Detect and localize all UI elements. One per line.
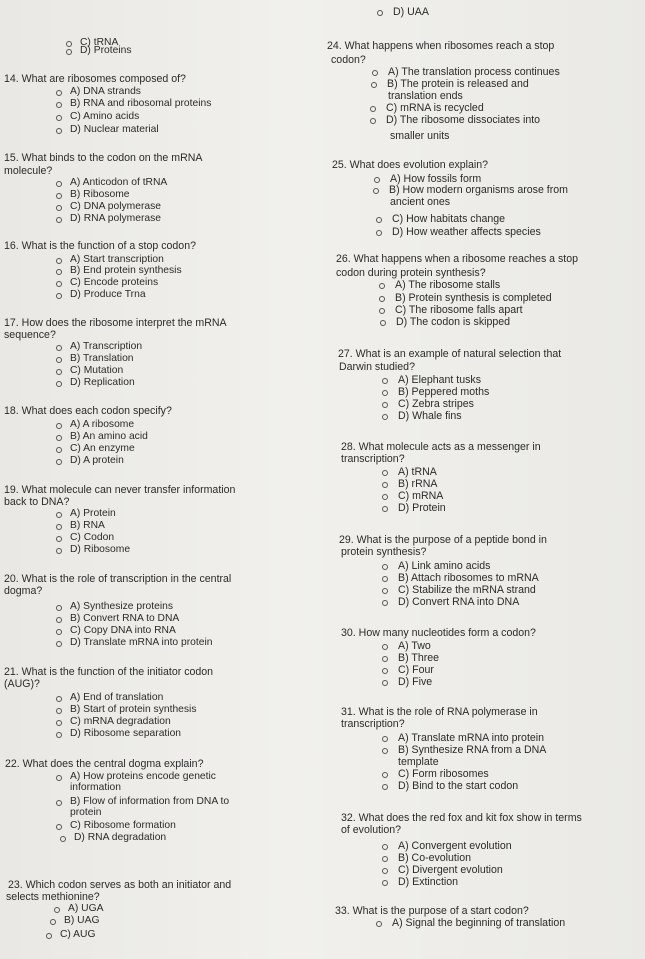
radio-bullet-icon[interactable] [66, 41, 72, 47]
answer-option: B) RNA [70, 520, 105, 531]
radio-bullet-icon[interactable] [56, 617, 62, 623]
answer-option: A) Translate mRNA into protein [398, 732, 545, 744]
answer-option-continued: protein [70, 807, 102, 818]
answer-option: D) Translate mRNA into protein [70, 637, 213, 648]
radio-bullet-icon[interactable] [56, 217, 62, 223]
answer-option: D) Nuclear material [70, 124, 159, 135]
answer-option: D) The codon is skipped [396, 316, 511, 328]
answer-option-continued: translation ends [388, 90, 463, 102]
radio-bullet-icon[interactable] [56, 708, 62, 714]
answer-option: D) Protein [398, 502, 446, 514]
answer-option: B) UAG [64, 915, 100, 926]
question-text: 31. What is the role of RNA polymerase in [341, 706, 538, 718]
radio-bullet-icon[interactable] [373, 188, 379, 194]
question-text-continued: codon during protein synthesis? [336, 267, 486, 279]
radio-bullet-icon[interactable] [371, 82, 377, 88]
radio-bullet-icon[interactable] [56, 345, 62, 351]
radio-bullet-icon[interactable] [56, 775, 62, 781]
radio-bullet-icon[interactable] [379, 283, 385, 289]
radio-bullet-icon[interactable] [382, 494, 388, 500]
answer-option: B) Start of protein synthesis [70, 704, 197, 715]
question-text: 23. Which codon serves as both an initiator and [8, 879, 232, 891]
radio-bullet-icon[interactable] [382, 402, 388, 408]
answer-option: A) Signal the beginning of translation [392, 917, 566, 929]
question-text-continued: selects methionine? [6, 891, 100, 903]
radio-bullet-icon[interactable] [56, 381, 62, 387]
radio-bullet-icon[interactable] [60, 836, 66, 842]
answer-option: D) How weather affects species [392, 226, 541, 238]
radio-bullet-icon[interactable] [382, 668, 388, 674]
answer-option: A) Anticodon of tRNA [70, 177, 168, 188]
radio-bullet-icon[interactable] [382, 644, 388, 650]
question-text: 27. What is an example of natural selection that [338, 348, 562, 360]
answer-option: C) Codon [70, 532, 115, 543]
radio-bullet-icon[interactable] [56, 128, 62, 134]
answer-option: A) tRNA [398, 466, 437, 478]
answer-option: A) Transcription [70, 341, 143, 352]
question-text-continued: (AUG)? [4, 678, 40, 690]
radio-bullet-icon[interactable] [56, 512, 62, 518]
question-text: 30. How many nucleotides form a codon? [341, 627, 536, 639]
answer-option: B) Ribosome [70, 189, 130, 200]
answer-option: A) Convergent evolution [398, 840, 512, 852]
radio-bullet-icon[interactable] [56, 102, 62, 108]
answer-option: A) Link amino acids [398, 560, 491, 572]
question-text: 14. What are ribosomes composed of? [4, 73, 186, 85]
radio-bullet-icon[interactable] [377, 10, 383, 16]
answer-option: D) Bind to the start codon [398, 780, 519, 792]
answer-option: D) Convert RNA into DNA [398, 596, 520, 608]
answer-option: B) Flow of information from DNA to [70, 796, 230, 807]
radio-bullet-icon[interactable] [370, 118, 376, 124]
answer-option: B) Co-evolution [398, 852, 472, 864]
answer-option: C) Divergent evolution [398, 864, 503, 876]
radio-bullet-icon[interactable] [54, 907, 60, 913]
answer-option-continued: ancient ones [390, 196, 451, 208]
radio-bullet-icon[interactable] [56, 524, 62, 530]
radio-bullet-icon[interactable] [56, 258, 62, 264]
answer-option: C) Four [398, 664, 434, 676]
answer-option: C) DNA polymerase [70, 201, 161, 212]
radio-bullet-icon[interactable] [56, 824, 62, 830]
radio-bullet-icon[interactable] [382, 772, 388, 778]
question-text-continued: sequence? [4, 329, 56, 341]
radio-bullet-icon[interactable] [56, 293, 62, 299]
answer-option: A) Elephant tusks [398, 374, 482, 386]
radio-bullet-icon[interactable] [56, 732, 62, 738]
question-text-continued: transcription? [341, 718, 405, 730]
answer-option: D) RNA polymerase [70, 213, 161, 224]
answer-option: D) Five [398, 676, 433, 688]
radio-bullet-icon[interactable] [379, 296, 385, 302]
answer-option: A) Synthesize proteins [70, 601, 174, 612]
question-text: 20. What is the role of transcription in the central [4, 573, 232, 585]
radio-bullet-icon[interactable] [56, 193, 62, 199]
answer-option: B) Translation [70, 353, 134, 364]
answer-option: C) The ribosome falls apart [395, 304, 523, 316]
radio-bullet-icon[interactable] [382, 470, 388, 476]
radio-bullet-icon[interactable] [56, 269, 62, 275]
radio-bullet-icon[interactable] [56, 435, 62, 441]
radio-bullet-icon[interactable] [374, 177, 380, 183]
radio-bullet-icon[interactable] [382, 784, 388, 790]
question-text: 25. What does evolution explain? [332, 159, 489, 171]
radio-bullet-icon[interactable] [382, 600, 388, 606]
radio-bullet-icon[interactable] [382, 880, 388, 886]
answer-option: A) How proteins encode genetic [70, 771, 216, 782]
question-text-continued: of evolution? [341, 824, 402, 836]
radio-bullet-icon[interactable] [376, 921, 382, 927]
question-text: 18. What does each codon specify? [4, 405, 172, 417]
radio-bullet-icon[interactable] [382, 378, 388, 384]
question-text: 33. What is the purpose of a start codon? [335, 905, 529, 917]
radio-bullet-icon[interactable] [56, 536, 62, 542]
radio-bullet-icon[interactable] [382, 656, 388, 662]
answer-option: D) A protein [70, 455, 124, 466]
answer-option: C) Zebra stripes [398, 398, 474, 410]
radio-bullet-icon[interactable] [380, 320, 386, 326]
answer-option: D) Produce Trna [70, 289, 146, 300]
radio-bullet-icon[interactable] [56, 548, 62, 554]
answer-option: C) mRNA degradation [70, 716, 171, 727]
question-text-continued: transcription? [341, 453, 405, 465]
answer-option: A) How fossils form [390, 173, 482, 185]
radio-bullet-icon[interactable] [56, 459, 62, 465]
answer-option: A) UGA [68, 903, 104, 914]
radio-bullet-icon[interactable] [382, 390, 388, 396]
radio-bullet-icon[interactable] [56, 605, 62, 611]
answer-option: C) tRNA [80, 37, 119, 48]
answer-option: C) Encode proteins [70, 277, 159, 288]
radio-bullet-icon[interactable] [56, 115, 62, 121]
radio-bullet-icon[interactable] [56, 447, 62, 453]
answer-option: B) How modern organisms arose from [389, 184, 568, 196]
question-text: 19. What molecule can never transfer information [4, 484, 236, 496]
answer-option: B) Attach ribosomes to mRNA [398, 572, 539, 584]
radio-bullet-icon[interactable] [66, 49, 72, 55]
answer-option: A) Start transcription [70, 254, 164, 265]
answer-option: C) AUG [60, 929, 96, 940]
question-text-continued: Darwin studied? [339, 361, 415, 373]
radio-bullet-icon[interactable] [382, 868, 388, 874]
answer-option: C) mRNA [398, 490, 444, 502]
question-text-continued: protein synthesis? [341, 546, 427, 558]
answer-option-continued: template [398, 756, 439, 768]
answer-option: D) Proteins [80, 45, 132, 56]
radio-bullet-icon[interactable] [56, 369, 62, 375]
radio-bullet-icon[interactable] [56, 205, 62, 211]
radio-bullet-icon[interactable] [56, 423, 62, 429]
radio-bullet-icon[interactable] [382, 482, 388, 488]
answer-option: C) Ribosome formation [70, 820, 176, 831]
answer-option: D) Ribosome [70, 544, 131, 555]
answer-option: A) Protein [70, 508, 116, 519]
radio-bullet-icon[interactable] [56, 357, 62, 363]
answer-option: A) Two [398, 640, 431, 652]
question-text: 26. What happens when a ribosome reaches a stop [336, 253, 579, 265]
answer-option: C) Copy DNA into RNA [70, 625, 176, 636]
answer-option: B) An amino acid [70, 431, 148, 442]
question-text: 32. What does the red fox and kit fox show in terms [341, 812, 582, 824]
answer-option: C) Amino acids [70, 111, 140, 122]
answer-option: B) Three [398, 652, 440, 664]
answer-option: A) The ribosome stalls [395, 279, 501, 291]
answer-option: D) Whale fins [398, 410, 462, 422]
question-text: 21. What is the function of the initiator codon [4, 666, 214, 678]
answer-option: D) RNA degradation [74, 832, 167, 843]
question-text-continued: codon? [331, 54, 366, 66]
radio-bullet-icon[interactable] [382, 414, 388, 420]
radio-bullet-icon[interactable] [56, 720, 62, 726]
question-text: 29. What is the purpose of a peptide bond in [339, 534, 547, 546]
answer-option: A) End of translation [70, 692, 164, 703]
radio-bullet-icon[interactable] [382, 564, 388, 570]
radio-bullet-icon[interactable] [382, 748, 388, 754]
question-text: 17. How does the ribosome interpret the mRNA [4, 317, 227, 329]
radio-bullet-icon[interactable] [370, 106, 376, 112]
answer-option: C) An enzyme [70, 443, 135, 454]
answer-option: C) Mutation [70, 365, 124, 376]
radio-bullet-icon[interactable] [376, 230, 382, 236]
question-text: 22. What does the central dogma explain? [5, 758, 204, 770]
radio-bullet-icon[interactable] [376, 217, 382, 223]
radio-bullet-icon[interactable] [379, 308, 385, 314]
radio-bullet-icon[interactable] [56, 181, 62, 187]
radio-bullet-icon[interactable] [56, 281, 62, 287]
radio-bullet-icon[interactable] [382, 844, 388, 850]
question-text: 16. What is the function of a stop codon? [4, 240, 196, 252]
answer-option: B) The protein is released and [387, 78, 529, 90]
answer-option: B) Peppered moths [398, 386, 490, 398]
answer-option: D) The ribosome dissociates into [386, 114, 541, 126]
radio-bullet-icon[interactable] [382, 856, 388, 862]
radio-bullet-icon[interactable] [56, 641, 62, 647]
answer-option: D) Extinction [398, 876, 459, 888]
answer-option: A) DNA strands [70, 86, 141, 97]
answer-option: C) How habitats change [392, 213, 506, 225]
answer-option: B) End protein synthesis [70, 265, 182, 276]
answer-option: A) A ribosome [70, 419, 135, 430]
radio-bullet-icon[interactable] [382, 588, 388, 594]
answer-option: B) RNA and ribosomal proteins [70, 98, 212, 109]
question-text-continued: dogma? [4, 585, 43, 597]
radio-bullet-icon[interactable] [56, 800, 62, 806]
radio-bullet-icon[interactable] [56, 696, 62, 702]
answer-option: A) The translation process continues [388, 66, 560, 78]
question-text-continued: back to DNA? [4, 496, 70, 508]
answer-option-continued: information [70, 782, 121, 793]
radio-bullet-icon[interactable] [382, 736, 388, 742]
radio-bullet-icon[interactable] [382, 576, 388, 582]
question-text-continued: molecule? [4, 165, 53, 177]
answer-option: B) Synthesize RNA from a DNA [398, 744, 547, 756]
answer-option-continued: smaller units [390, 130, 450, 142]
answer-option: C) Form ribosomes [398, 768, 489, 780]
radio-bullet-icon[interactable] [46, 933, 52, 939]
question-text: 15. What binds to the codon on the mRNA [4, 152, 203, 164]
radio-bullet-icon[interactable] [50, 919, 56, 925]
radio-bullet-icon[interactable] [56, 90, 62, 96]
answer-option: D) Ribosome separation [70, 728, 182, 739]
radio-bullet-icon[interactable] [372, 70, 378, 76]
answer-option: D) UAA [393, 6, 429, 18]
answer-option: C) mRNA is recycled [386, 102, 484, 114]
radio-bullet-icon[interactable] [382, 506, 388, 512]
answer-option: B) Convert RNA to DNA [70, 613, 180, 624]
answer-option: D) Replication [70, 377, 135, 388]
question-text: 28. What molecule acts as a messenger in [341, 441, 541, 453]
radio-bullet-icon[interactable] [382, 680, 388, 686]
question-text: 24. What happens when ribosomes reach a stop [327, 40, 555, 52]
answer-option: C) Stabilize the mRNA strand [398, 584, 536, 596]
radio-bullet-icon[interactable] [56, 629, 62, 635]
answer-option: B) rRNA [398, 478, 438, 490]
answer-option: B) Protein synthesis is completed [395, 292, 552, 304]
